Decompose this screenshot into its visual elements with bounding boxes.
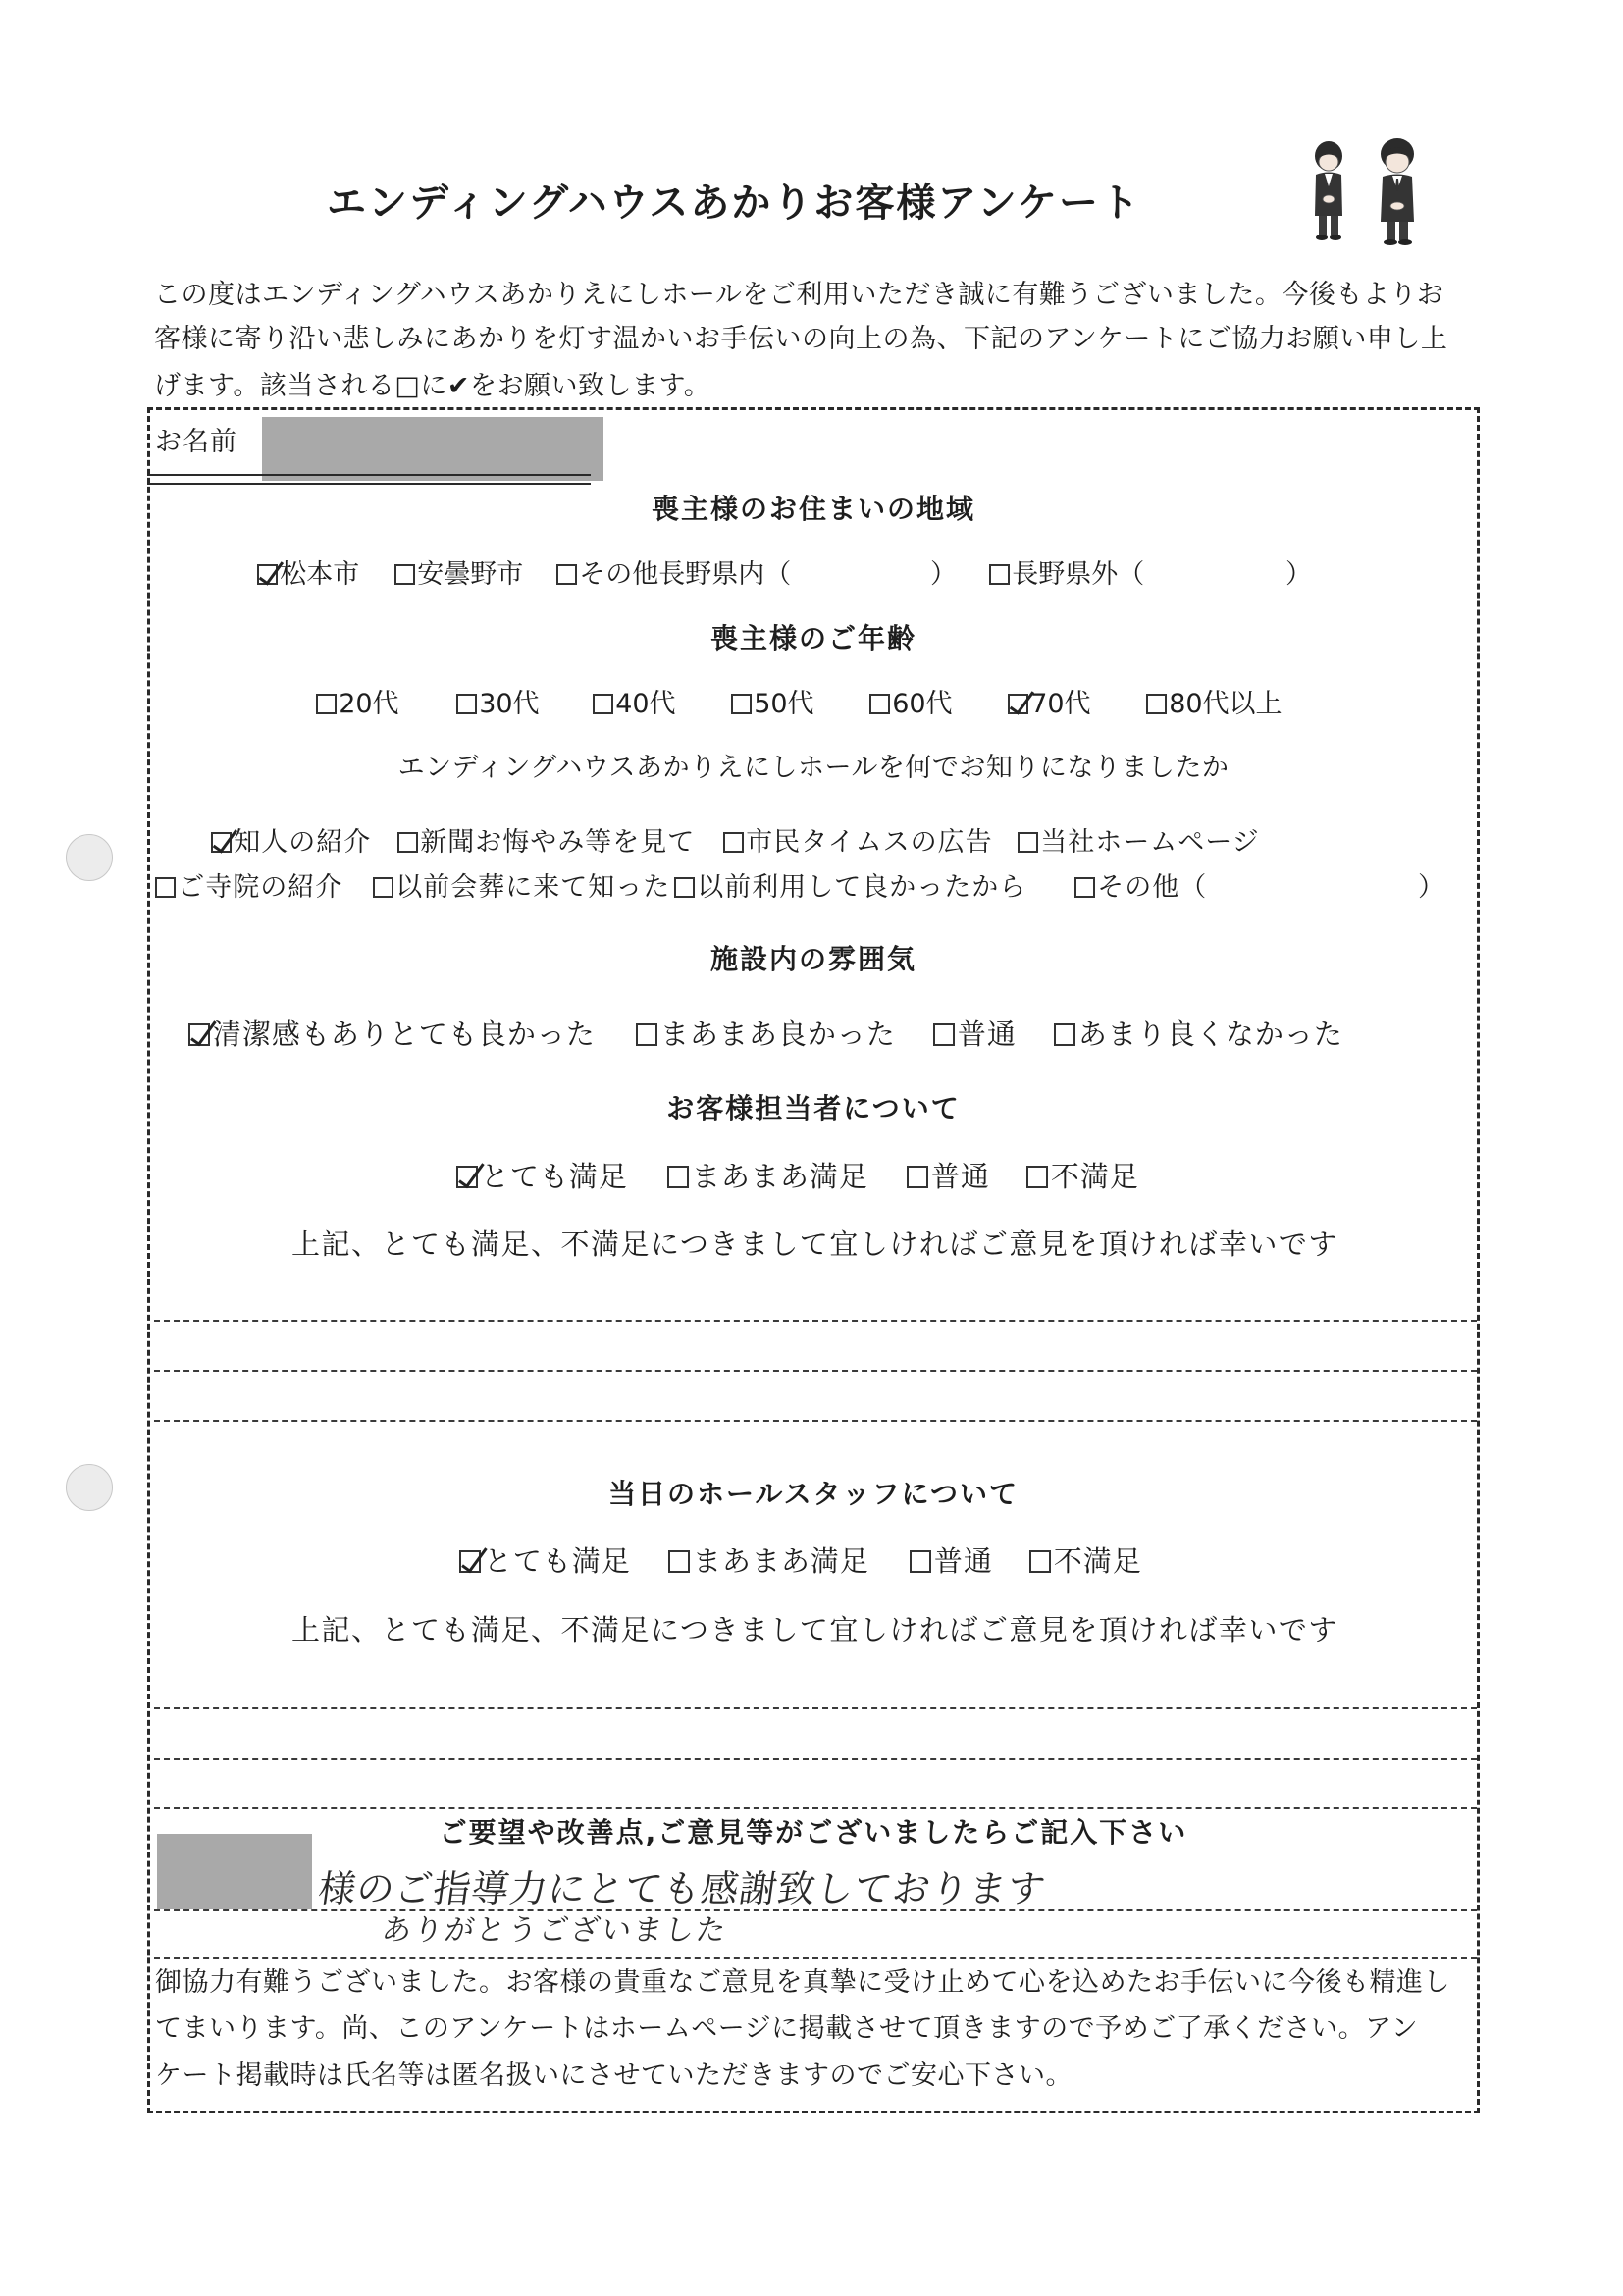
option-label: 80代以上 (1169, 689, 1283, 719)
checkbox[interactable] (155, 877, 176, 898)
option-label: 以前利用して良かったから (697, 872, 1027, 903)
option-label: あまり良くなかった (1077, 1018, 1343, 1051)
comment-line[interactable] (154, 1758, 1477, 1760)
source-option-temple-referral (155, 874, 342, 901)
option-label: 知人の紹介 (234, 827, 372, 858)
option-label: まあまあ良かった (659, 1018, 896, 1051)
punch-hole (66, 834, 113, 881)
checkbox[interactable] (1008, 694, 1028, 714)
age-option-40s (593, 691, 676, 717)
source-question: エンディングハウスあかりえにしホールを何でお知りになりましたか (397, 753, 1230, 783)
atmosphere-option-fairly-good (636, 1020, 896, 1049)
region-option-outside-nagano (989, 561, 1144, 588)
close-paren: ） (1418, 872, 1444, 903)
name-underline (147, 474, 591, 476)
hall-staff-option-dissatisfied (1029, 1544, 1142, 1578)
close-paren: ） (930, 559, 957, 590)
checkbox[interactable] (907, 1166, 928, 1187)
staff-option-fairly-satisfied (667, 1160, 868, 1193)
name-underline (147, 483, 591, 485)
source-option-acquaintance (211, 829, 371, 856)
hall-staff-option-normal (910, 1544, 993, 1578)
checkbox[interactable] (869, 694, 890, 714)
atmosphere-option-normal (933, 1020, 1017, 1049)
age-option-70s (1008, 691, 1091, 717)
option-label: 市民タイムスの広告 (746, 827, 993, 858)
checkbox[interactable] (211, 832, 232, 853)
atmosphere-heading: 施設内の雰囲気 (709, 943, 916, 975)
hall-staff-option-fairly-satisfied (668, 1544, 869, 1578)
checkbox[interactable] (1029, 1550, 1051, 1572)
option-label: 60代 (892, 689, 953, 719)
comment-line[interactable] (154, 1707, 1477, 1709)
staff-option-dissatisfied (1026, 1160, 1139, 1193)
checkbox[interactable] (459, 1550, 481, 1572)
checkbox[interactable] (1146, 694, 1167, 714)
comment-line[interactable] (154, 1909, 1477, 1911)
option-label: 30代 (479, 689, 540, 719)
intro-line: この度はエンディングハウスあかりえにしホールをご利用いただき誠に有難うございました。今後もよりお (154, 280, 1444, 310)
redacted-name-box (157, 1834, 312, 1909)
option-label: 20代 (339, 689, 399, 719)
source-option-newspaper-obituary (397, 829, 695, 856)
region-heading: 喪主様のお住まいの地域 (651, 493, 975, 525)
atmosphere-option-very-good (188, 1020, 596, 1049)
comment-line[interactable] (154, 1320, 1477, 1322)
checkbox[interactable] (1026, 1166, 1048, 1187)
option-label: 70代 (1030, 689, 1091, 719)
checkbox[interactable] (910, 1550, 931, 1572)
comment-line[interactable] (154, 1370, 1477, 1372)
staff-heading: お客様担当者について (666, 1092, 961, 1124)
checkbox[interactable] (989, 564, 1010, 585)
option-label: 新聞お悔やみ等を見て (420, 827, 696, 858)
option-label: 不満足 (1050, 1160, 1139, 1193)
hall-staff-comment-prompt: 上記、とても満足、不満足につきまして宜しければご意見を頂ければ幸いです (291, 1613, 1338, 1646)
checkbox[interactable] (636, 1023, 657, 1045)
checkbox[interactable] (723, 832, 744, 853)
age-option-20s (316, 691, 399, 717)
option-label: 当社ホームページ (1040, 827, 1260, 858)
staff-figure-left (1315, 141, 1342, 240)
closing-line: ケート掲載時は氏名等は匿名扱いにさせていただきますのでご安心下さい。 (155, 2061, 1073, 2091)
option-label: 清潔感もありとても良かった (212, 1018, 596, 1051)
option-label: 50代 (754, 689, 814, 719)
intro-line: 客様に寄り沿い悲しみにあかりを灯す温かいお手伝いの向上の為、下記のアンケートにご協力お願い申し上 (154, 324, 1448, 354)
atmosphere-option-not-good (1054, 1020, 1343, 1049)
option-label: 以前会葬に来て知った (395, 872, 671, 903)
age-option-80s-plus (1146, 691, 1283, 717)
hall-staff-heading: 当日のホールスタッフについて (607, 1478, 1020, 1510)
comment-line[interactable] (154, 1957, 1477, 1959)
checkbox[interactable] (257, 564, 278, 585)
option-label: その他長野県内（ (579, 559, 792, 590)
checkbox[interactable] (188, 1023, 210, 1045)
checkbox[interactable] (933, 1023, 955, 1045)
option-label: 不満足 (1053, 1544, 1142, 1578)
option-label: 普通 (957, 1018, 1017, 1051)
region-option-azumino (394, 561, 523, 588)
checkbox[interactable] (731, 694, 752, 714)
age-option-50s (731, 691, 814, 717)
checkbox[interactable] (556, 564, 577, 585)
closing-line: てまいります。尚、このアンケートはホームページに掲載させて頂きますので予めご了承ください。アン (155, 2013, 1419, 2044)
close-paren: ） (1285, 559, 1312, 590)
name-label: お名前 (155, 427, 237, 457)
option-label: 40代 (615, 689, 676, 719)
age-heading: 喪主様のご年齢 (709, 622, 916, 654)
checkbox[interactable] (667, 1166, 689, 1187)
option-label: とても満足 (483, 1544, 631, 1578)
staff-illustration (1293, 137, 1440, 247)
checkbox[interactable] (394, 564, 415, 585)
source-option-company-homepage (1018, 829, 1260, 856)
region-option-matsumoto (257, 561, 359, 588)
age-option-60s (869, 691, 953, 717)
intro-line: げます。該当される□に✔をお願い致します。 (154, 371, 711, 401)
checkbox[interactable] (456, 694, 477, 714)
comment-line[interactable] (154, 1807, 1477, 1809)
checkbox[interactable] (373, 877, 393, 898)
source-option-used-before (674, 874, 1026, 901)
option-label: 松本市 (280, 559, 360, 590)
checkbox[interactable] (668, 1550, 690, 1572)
survey-title: エンディングハウスあかりお客様アンケート (327, 181, 1141, 226)
checkbox[interactable] (1074, 877, 1095, 898)
age-option-30s (456, 691, 540, 717)
staff-option-normal (907, 1160, 990, 1193)
handwritten-comment: ありがとうございました (379, 1913, 730, 1948)
checkbox[interactable] (593, 694, 613, 714)
handwritten-comment: 様のご指導力にとても感謝致しております (315, 1867, 1049, 1910)
checkbox[interactable] (397, 832, 418, 853)
region-option-other-nagano (556, 561, 791, 588)
requests-heading: ご要望や改善点,ご意見等がございましたらご記入下さい (439, 1816, 1188, 1849)
hall-staff-option-very-satisfied (459, 1544, 631, 1578)
checkbox[interactable] (674, 877, 695, 898)
source-option-attended-funeral (373, 874, 670, 901)
option-label: 長野県外（ (1012, 559, 1145, 590)
checkbox[interactable] (456, 1166, 478, 1187)
checkbox[interactable] (316, 694, 337, 714)
option-label: まあまあ満足 (691, 1160, 868, 1193)
option-label: まあまあ満足 (692, 1544, 869, 1578)
staff-figure-right (1381, 138, 1414, 245)
option-label: 普通 (930, 1160, 990, 1193)
punch-hole (66, 1464, 113, 1511)
source-option-shimin-times-ad (723, 829, 993, 856)
option-label: その他（ (1097, 872, 1208, 903)
option-label: 安曇野市 (417, 559, 524, 590)
closing-line: 御協力有難うございました。お客様の貴重なご意見を真摯に受け止めて心を込めたお手伝いに今後も精進し (155, 1967, 1450, 1998)
staff-comment-prompt: 上記、とても満足、不満足につきまして宜しければご意見を頂ければ幸いです (291, 1227, 1338, 1261)
source-option-other (1074, 874, 1207, 901)
staff-option-very-satisfied (456, 1160, 628, 1193)
option-label: 普通 (933, 1544, 993, 1578)
comment-line[interactable] (154, 1420, 1477, 1422)
option-label: ご寺院の紹介 (178, 872, 343, 903)
name-field[interactable] (262, 417, 603, 481)
checkbox[interactable] (1054, 1023, 1075, 1045)
checkbox[interactable] (1018, 832, 1038, 853)
option-label: とても満足 (480, 1160, 628, 1193)
